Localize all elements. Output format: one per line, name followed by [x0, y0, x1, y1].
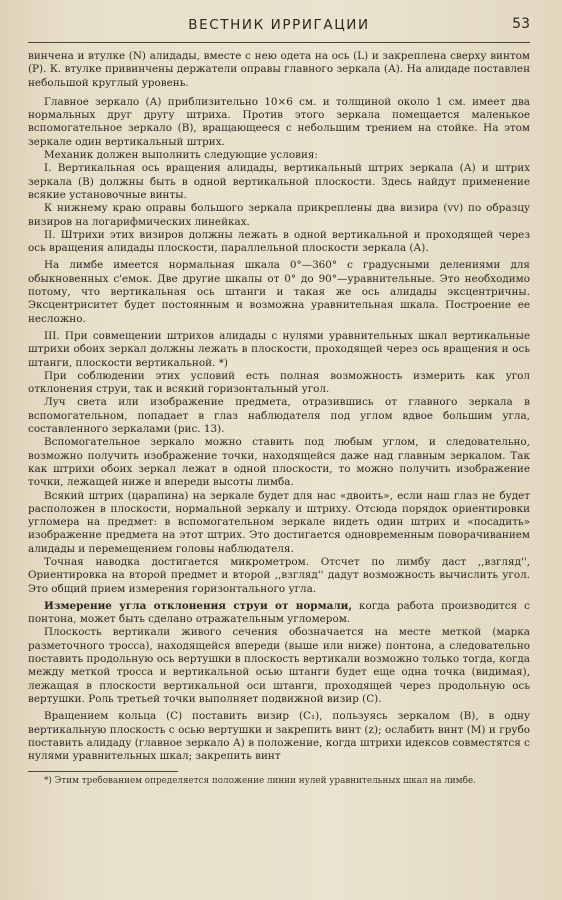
- running-header: [28, 0, 530, 43]
- page-number: 53: [512, 16, 530, 32]
- section-heading: Измерение угла отклонения струи от нормали,: [44, 599, 352, 612]
- footnote-text: *) Этим требованием определяется положение линии нулей уравнительных шкал на лимбе.: [44, 776, 476, 787]
- paragraph: винчена и втулке (N) алидады, вместе с нею одета на ось (L) и закреплена сверху винтом (Р). К. втулке привинчены держатели оправы главного зеркала (А). На алидаде поставлен небольшой круглый уровень.: [28, 50, 530, 89]
- paragraph: При соблюдении этих условий есть полная возможность измерить как угол отклонения струи, так и всякий горизонтальный угол.: [28, 369, 530, 396]
- section-paragraph: [28, 600, 530, 627]
- paragraph: Плоскость вертикали живого сечения обозначается на месте меткой (марка разметочного тросса), находящейся впереди (выше или ниже) понтона, а следовательно поставить продольную ось вертушки в плоскость вертикали возможно только тогда, когда между меткой тросса и вертикальной осью штанги будет еще одна точка (видимая), лежащая в плоскости вертикальной оси штанги, проходящей через продольную ось вертушки. Роль третьей точки выполняет подвижной визир (С).: [28, 626, 530, 705]
- paragraph: Механик должен выполнить следующие условия:: [44, 149, 318, 162]
- paragraph: Вращением кольца (С) поставить визир (С₁), пользуясь зеркалом (В), в одну вертикальную плоскость с осью вертушки и закрепить винт (z); ослабить винт (М) и грубо поставить алидаду (главное зеркало А) в положение, когда штрихи идексов совместятся с нулями уравнительных шкал; закрепить винт: [28, 710, 530, 763]
- paragraph: Главное зеркало (А) приблизительно 10×6 см. и толщиной около 1 см. имеет два нормальных друг другу штриха. Против этого зеркала помещается маленькое вспомогательное зеркало (В), вращающееся с небольшим трением на стойке. На этом зеркале один вертикальный штрих.: [28, 95, 530, 148]
- section-lead-text: когда работа производится с понтона, может быть сделано отражательным угломером.: [28, 599, 530, 626]
- paragraph: III. При совмещении штрихов алидады с нулями уравнительных шкал вертикальные штрихи обоих зеркал должны лежать в плоскости, проходящей через ось вращения и ось штанги, плоскости вертикальной. *): [28, 329, 530, 369]
- paragraph: На лимбе имеется нормальная шкала 0°—360° с градусными делениями для обыкновенных с'емок. Две другие шкалы от 0° до 90°—уравнительные. Это необходимо потому, что вертикальная ось штанги и такая же ось алидады эксцентричны. Эксцентриситет будет постоянным и возможна уравнительная шкала. Построение ее несложно.: [28, 259, 530, 325]
- journal-title: ВЕСТНИК ИРРИГАЦИИ: [188, 17, 370, 33]
- paragraph: Всякий штрих (царапина) на зеркале будет для нас «двоить», если наш глаз не будет расположен в плоскости, нормальной зеркалу и штриху. Отсюда порядок ориентировки угломера на предмет: в вспомогательном зеркале видеть один штрих и «посадить» изображение предмета на этот штрих. Это достигается одновременным поворачиванием алидады и перемещением головы наблюдателя.: [28, 489, 530, 555]
- paragraph: Точная наводка достигается микрометром. Отсчет по лимбу даст ,,взгляд'', Ориентировка на второй предмет и второй ,,взгляд'' дадут возможность вычислить угол. Это общий прием измерения горизонтального угла.: [28, 555, 530, 595]
- footnote: [28, 775, 530, 787]
- paragraph: Луч света или изображение предмета, отразившись от главного зеркала в вспомогательном, попадает в глаз наблюдателя под углом вдвое большим угла, составленного зеркалами (рис. 13).: [28, 396, 530, 436]
- paragraph: I. Вертикальная ось вращения алидады, вертикальный штрих зеркала (А) и штрих зеркала (В) должны быть в одной вертикальной плоскости. Здесь найдут применение всякие установочные винты.: [28, 162, 530, 201]
- paragraph: Вспомогательное зеркало можно ставить под любым углом, и следовательно, возможно получить изображение точки, находящейся даже над главным зеркалом. Так как штрихи обоих зеркал лежат в одной плоскости, то можно получить изображение точки, лежащей ниже и впереди высоты лимба.: [28, 436, 530, 489]
- paragraph: К нижнему краю оправы большого зеркала прикреплены два визира (vv) по образцу визиров на логарифмических линейках.: [28, 202, 530, 228]
- paragraph: II. Штрихи этих визиров должны лежать в одной вертикальной и проходящей через ось вращения алидады плоскости, параллельной плоскости зеркала (А).: [28, 228, 530, 255]
- article-body: [28, 50, 530, 763]
- footnote-divider: [28, 771, 178, 772]
